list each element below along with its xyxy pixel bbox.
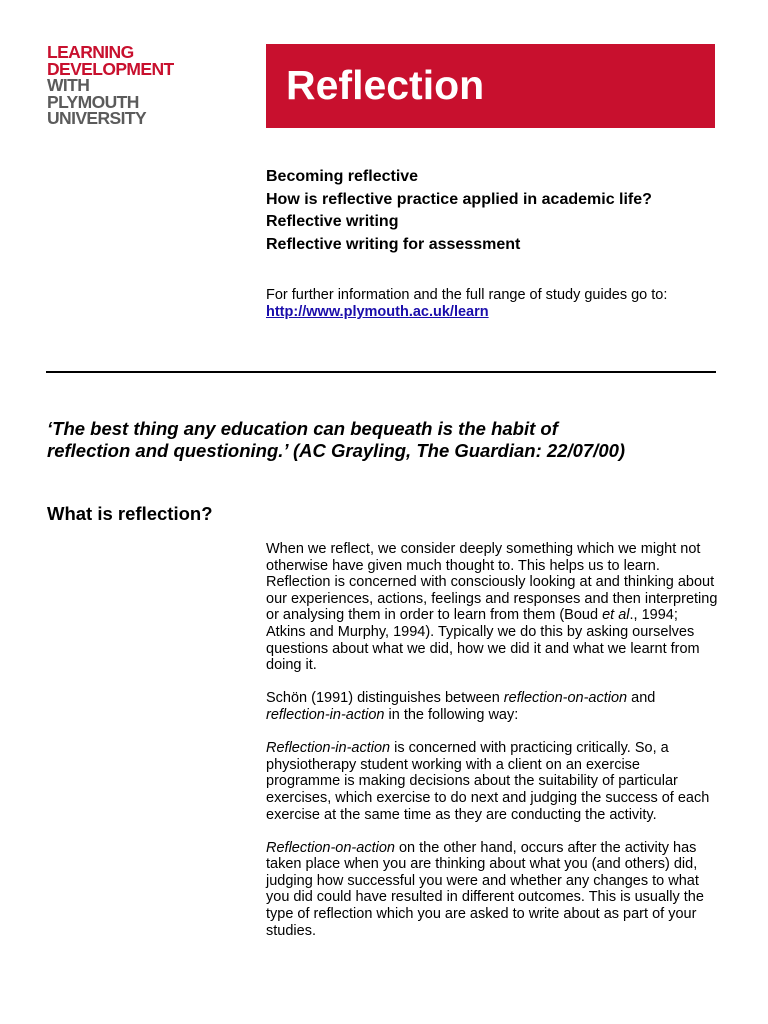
title-banner bbox=[266, 44, 715, 128]
further-info bbox=[266, 287, 667, 321]
logo-line-development: DEVELOPMENT bbox=[47, 58, 174, 79]
text-run: ., 1994; Atkins and Murphy, 1994). Typically we do this by asking ourselves questions about what we did, how we did it and what we learnt from doing it. bbox=[266, 607, 700, 674]
logo-line-university: UNIVERSITY bbox=[47, 108, 147, 128]
contents-item: Reflective writing bbox=[266, 213, 399, 230]
quote-line: reflection and questioning.’ (AC Grayling, The Guardian: 22/07/00) bbox=[47, 440, 626, 461]
logo-line-learning: LEARNING bbox=[47, 42, 134, 62]
further-info-text: For further information and the full range of study guides go to: bbox=[266, 287, 668, 303]
text-run-italic: Reflection-on-action bbox=[266, 839, 395, 856]
quote-line: ‘The best thing any education can bequeath is the habit of bbox=[47, 418, 558, 439]
section-heading: What is reflection? bbox=[47, 503, 213, 524]
text-run: is concerned with practicing critically. So, a physiotherapy student working with a client on an exercise programme is making decisions about the suitability of particular exercises, which exercise to do next and judging the success of each exercise at the same time as they are conducting the activity. bbox=[266, 740, 710, 823]
text-run: Schön (1991) distinguishes between bbox=[266, 690, 504, 707]
text-run: When we reflect, we consider deeply something which we might not otherwise have given much thought to. This helps us to learn. Reflection is concerned with consciously looking at and thinking about our experiences, actions, feelings and responses and then interpreting or analysing them in order to learn from them (Boud bbox=[266, 541, 718, 624]
text-run: on the other hand, occurs after the activity has taken place when you are thinking about what you (and others) did, judging how successful you were and whether any changes to what you did could have resulted in different outcomes. This is usually the type of reflection which you are asked to write about as part of your studies. bbox=[266, 839, 704, 939]
text-run: in the following way: bbox=[384, 706, 519, 723]
contents-item: Reflective writing for assessment bbox=[266, 235, 521, 253]
university-logo bbox=[47, 44, 174, 127]
contents-item: Becoming reflective bbox=[266, 168, 419, 185]
text-run-italic: reflection-on-action bbox=[503, 690, 628, 707]
logo-line-with: WITH bbox=[47, 75, 90, 95]
text-run-italic: reflection-in-action bbox=[266, 706, 385, 723]
divider bbox=[46, 371, 716, 373]
paragraph bbox=[266, 840, 718, 940]
text-run-italic: et al bbox=[602, 607, 630, 624]
text-run-italic: Reflection-in-action bbox=[266, 740, 391, 757]
text-run: and bbox=[627, 690, 656, 707]
paragraph bbox=[266, 690, 718, 723]
study-guides-link[interactable]: http://www.plymouth.ac.uk/learn bbox=[266, 304, 489, 320]
contents-list bbox=[266, 166, 652, 256]
page-title: Reflection bbox=[286, 62, 485, 108]
logo-line-plymouth: PLYMOUTH bbox=[47, 91, 139, 112]
paragraph bbox=[266, 541, 718, 674]
body-text bbox=[266, 541, 718, 956]
contents-item: How is reflective practice applied in academic life? bbox=[266, 190, 652, 208]
opening-quote bbox=[47, 418, 727, 462]
paragraph bbox=[266, 740, 718, 823]
